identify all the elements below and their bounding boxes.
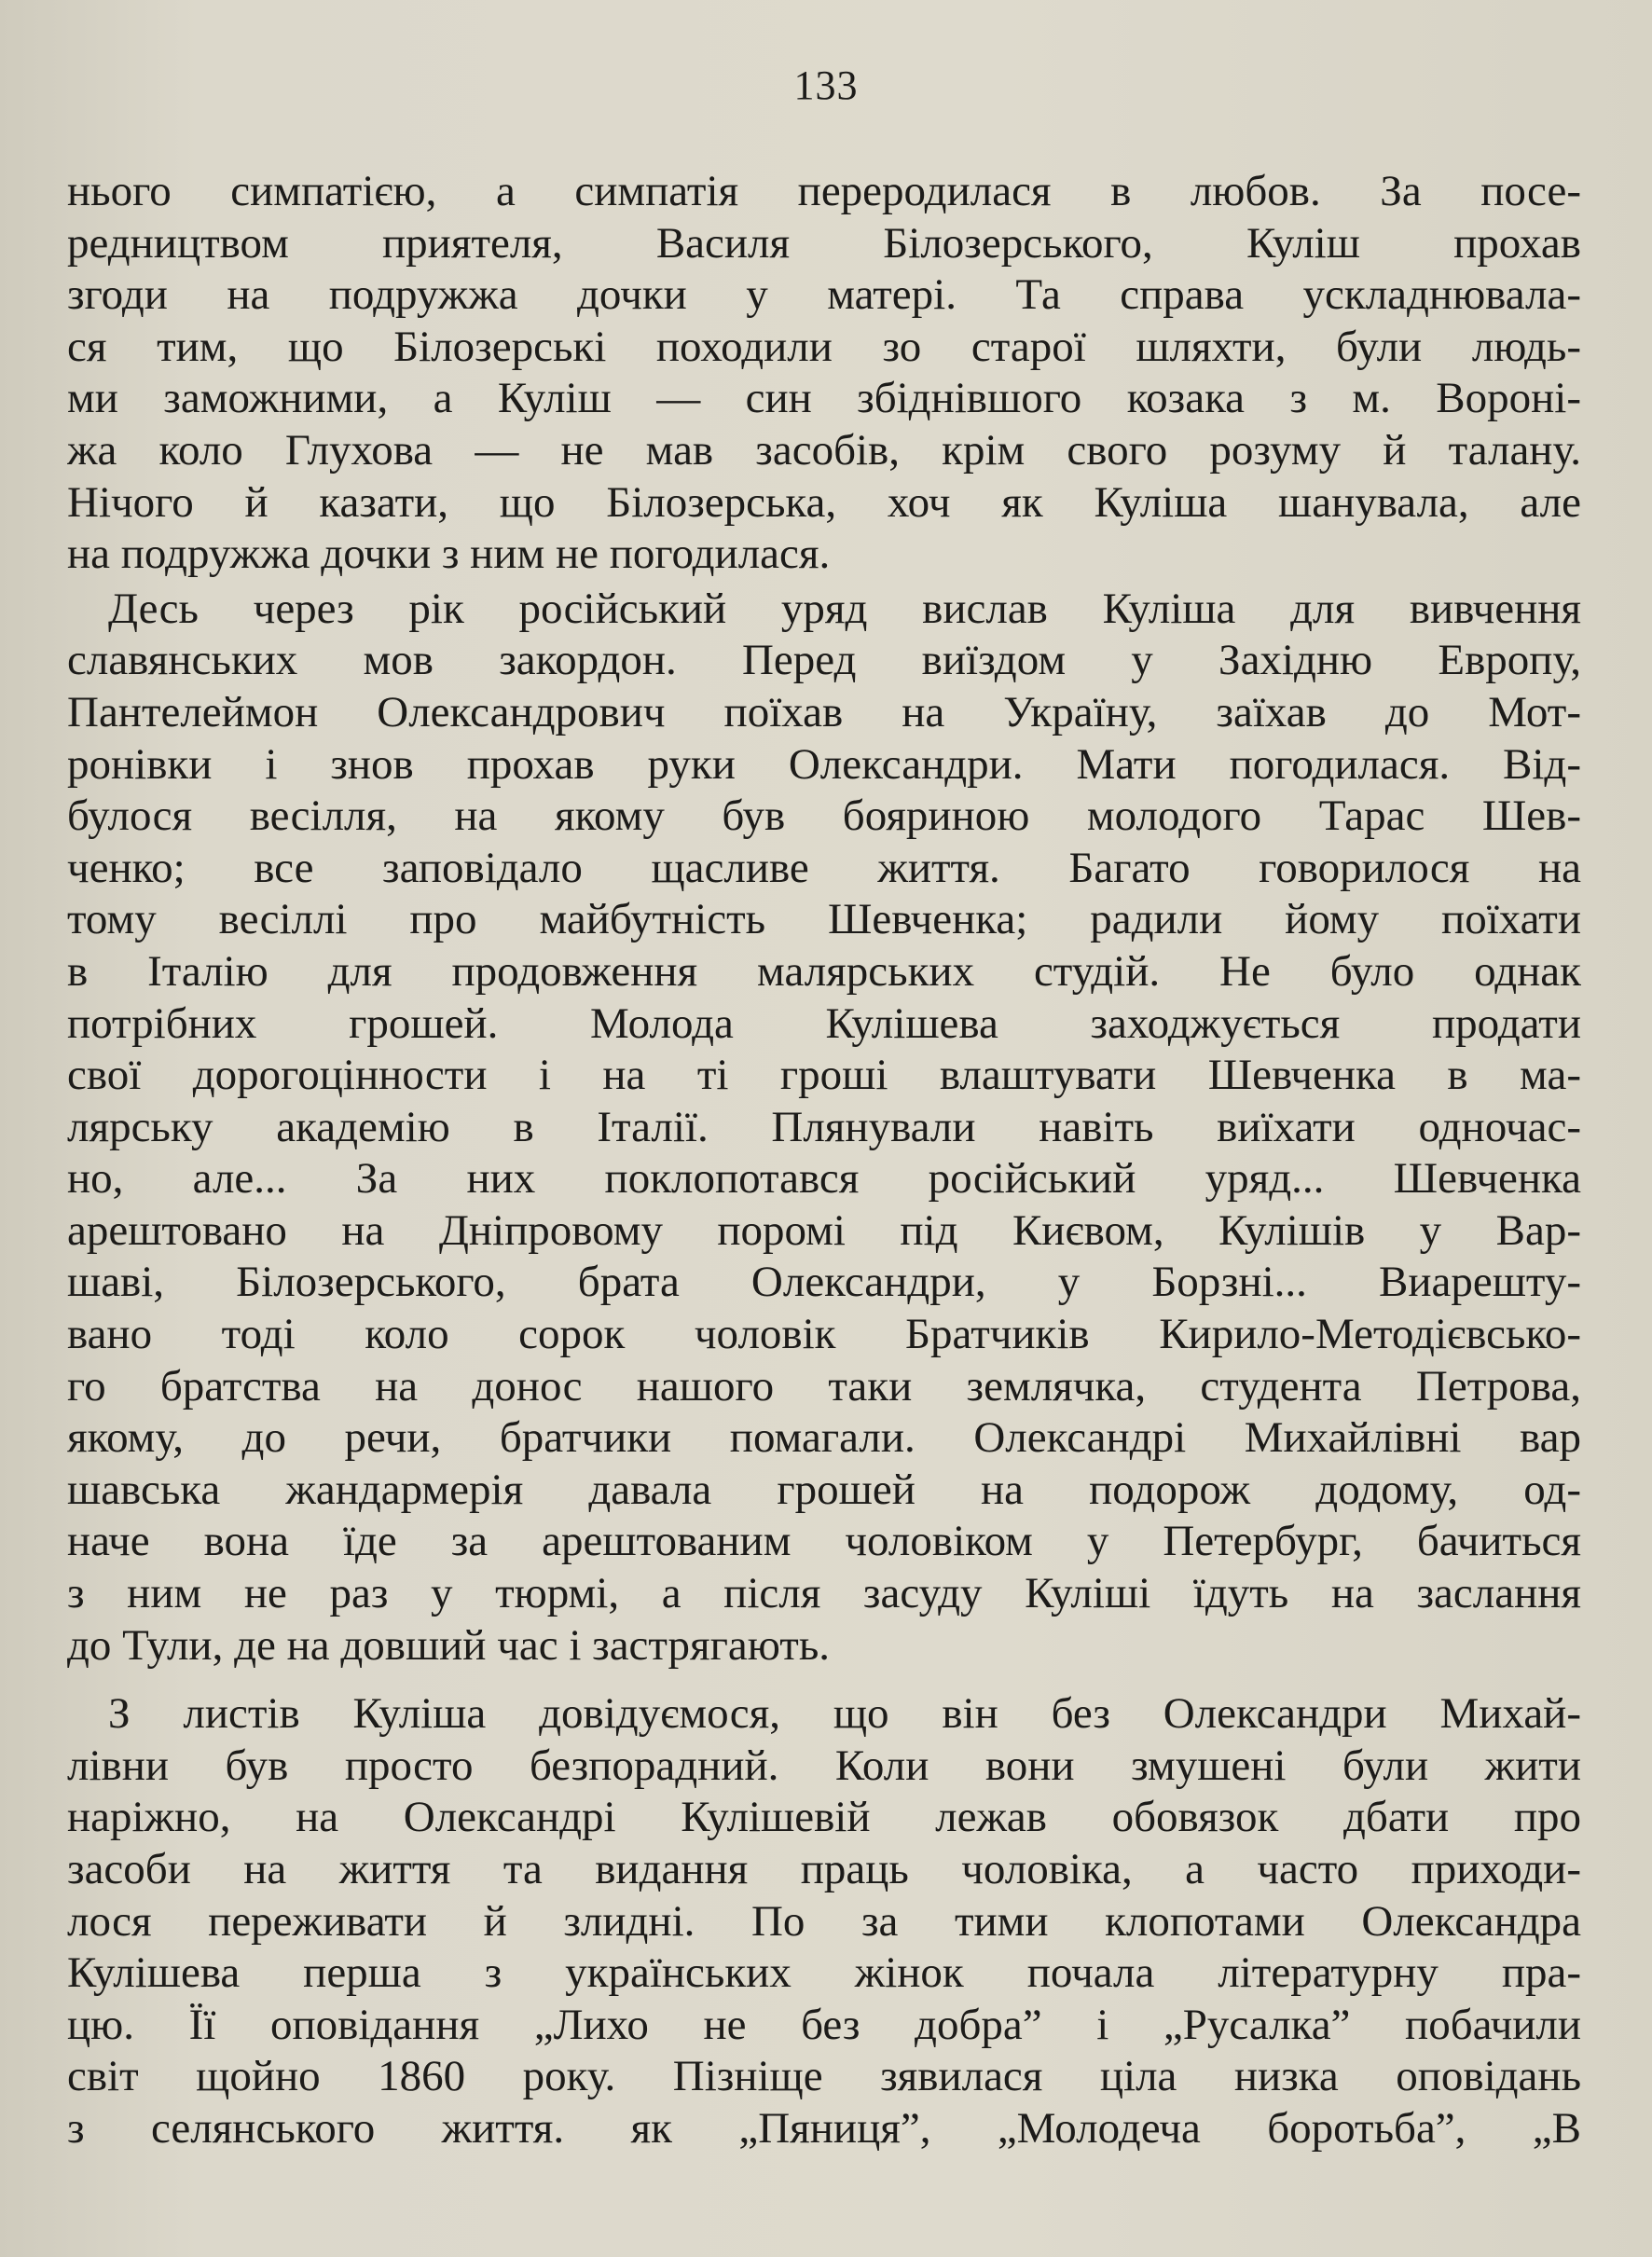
text-line: шавська жандармерія давала грошей на подорож додому, од-	[67, 1465, 1581, 1514]
text-line: наче вона їде за арештованим чоловіком у Петербург, бачиться	[67, 1517, 1581, 1566]
text-line: потрібних грошей. Молода Кулішева заходжується продати	[67, 998, 1581, 1048]
text-line: в Італію для продовження малярських студій. Не було однак	[67, 946, 1581, 996]
text-line: Десь через рік російський уряд вислав Куліша для вивчення	[108, 584, 1581, 633]
text-line: згоди на подружжа дочки у матері. Та справа ускладнювала-	[67, 270, 1581, 320]
text-line: Пантелеймон Олександрович поїхав на Україну, заїхав до Мот-	[67, 687, 1581, 736]
text-line: жа коло Глухова — не мав засобів, крім свого розуму й талану.	[67, 425, 1581, 475]
paragraph-2	[67, 584, 1581, 1672]
text-line: ся тим, що Білозерські походили зо старої шляхти, були людь-	[67, 322, 1581, 371]
text-line: булося весілля, на якому був бояриною молодого Тарас Шев-	[67, 791, 1581, 841]
text-line: Нічого й казати, що Білозерська, хоч як Куліша шанувала, але	[67, 477, 1581, 527]
text-line: арештовано на Дніпровому поромі під Києвом, Кулішів у Вар-	[67, 1205, 1581, 1255]
text-line: наріжно, на Олександрі Кулішевій лежав обовязок дбати про	[67, 1793, 1581, 1842]
text-line: шаві, Білозерського, брата Олександри, у Борзні... Виарешту-	[67, 1258, 1581, 1307]
text-line: тому весіллі про майбутність Шевченка; радили йому поїхати	[67, 895, 1581, 944]
text-line: якому, до речи, братчики помагали. Олександрі Михайлівні вар	[67, 1413, 1581, 1463]
page-number: 133	[793, 62, 859, 108]
text-line: но, але... За них поклопотався російський уряд... Шевченка	[67, 1154, 1581, 1204]
paragraph-1	[67, 166, 1581, 581]
text-line: лярську академію в Італії. Плянували навіть виїхати одночас-	[67, 1102, 1581, 1151]
text-line: нього симпатією, а симпатія переродилася в любов. За посе-	[67, 167, 1581, 215]
text-line: Кулішева перша з українських жінок почала літературну пра-	[67, 1948, 1581, 1998]
text-line: цю. Її оповідання „Лихо не без добра” і „Русалка” побачили	[67, 2000, 1581, 2049]
text-line: З листів Куліша довідуємося, що він без Олександри Михай-	[108, 1689, 1581, 1739]
text-line: славянських мов закордон. Перед виїздом у Західню Европу,	[67, 636, 1581, 685]
paragraph-3	[67, 1688, 1581, 2154]
text-line: на подружжа дочки з ним не погодилася.	[67, 530, 831, 579]
text-line: світ щойно 1860 року. Пізніще зявилася ціла низка оповідань	[67, 2052, 1581, 2101]
text-line: з селянського життя. як „Пяниця”, „Молодеча боротьба”, „В	[67, 2103, 1581, 2153]
text-line: го братства на донос нашого таки землячка, студента Петрова,	[67, 1361, 1581, 1411]
text-line: ронівки і знов прохав руки Олександри. Мати погодилася. Від-	[67, 739, 1581, 789]
text-line: з ним не раз у тюрмі, а після засуду Куліші їдуть на заслання	[67, 1569, 1581, 1618]
text-line: вано тоді коло сорок чоловік Братчиків Кирило-Методієвсько-	[67, 1310, 1581, 1359]
text-line: засоби на життя та видання праць чоловіка, а часто приходи-	[67, 1845, 1581, 1893]
body-text	[67, 166, 1581, 2155]
text-line: ми заможними, а Куліш — син збіднівшого козака з м. Вороні-	[67, 374, 1581, 423]
text-line: ченко; все заповідало щасливе життя. Багато говорилося на	[67, 843, 1581, 892]
text-line: до Тули, де на довший час і застрягають.	[67, 1620, 831, 1670]
text-line: лівни був просто безпорадний. Коли вони змушені були жити	[67, 1741, 1581, 1790]
text-line: лося переживати й злидні. По за тими клопотами Олександра	[67, 1896, 1581, 1946]
text-line: свої дорогоцінности і на ті гроші влаштувати Шевченка в ма-	[67, 1051, 1581, 1100]
text-line: редництвом приятеля, Василя Білозерського, Куліш прохав	[67, 218, 1581, 268]
